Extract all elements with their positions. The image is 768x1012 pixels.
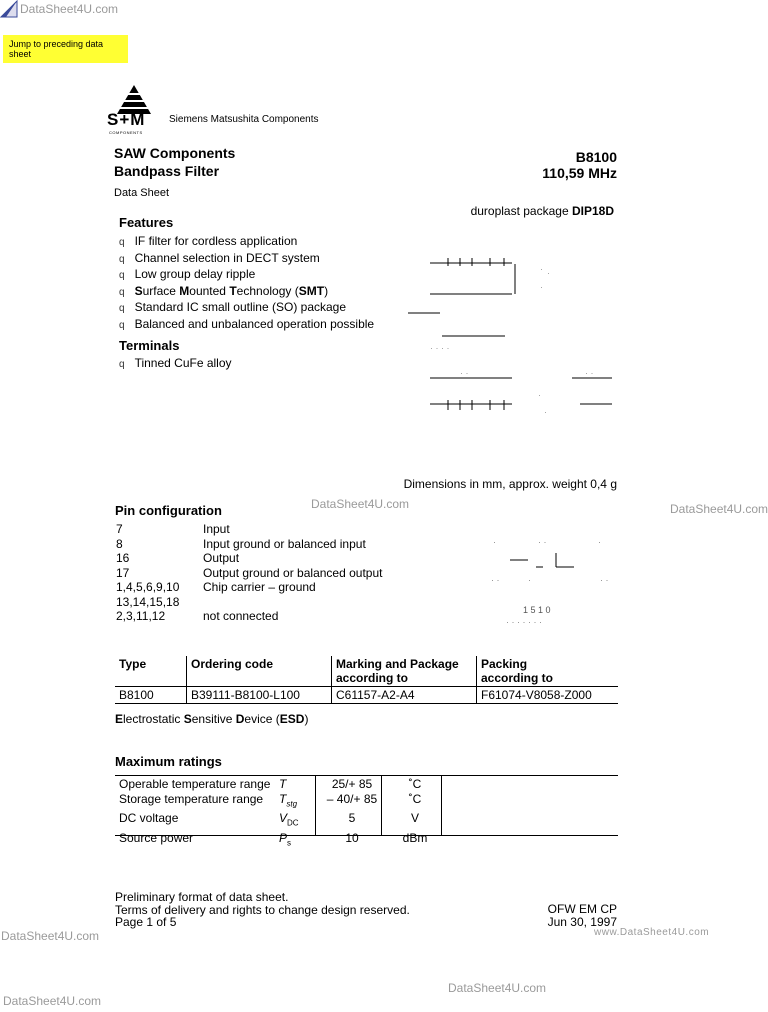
ordering-header-code: Ordering code: [187, 656, 332, 687]
pin-diagram: [488, 535, 613, 630]
svg-text:·: ·: [598, 537, 601, 547]
svg-text:· · · · · · ·: · · · · · · ·: [506, 617, 542, 627]
ordering-cell-type: B8100: [119, 688, 154, 702]
ordering-header-packing: Packing according to: [477, 656, 619, 687]
header-right-1: B8100: [575, 149, 617, 165]
nav-back-icon[interactable]: [0, 0, 18, 18]
feature-item: q Balanced and unbalanced operation possible: [119, 316, 375, 331]
rating-row: Source power $P_s$ 10 dBm: [119, 831, 428, 848]
svg-text:·: ·: [540, 282, 543, 292]
svg-text:·: ·: [544, 407, 547, 417]
svg-text:· · · ·: · · · ·: [430, 343, 450, 353]
watermark-mid-1: DataSheet4U.com: [311, 497, 410, 511]
watermark-footer-left: DataSheet4U.com: [1, 929, 100, 943]
watermark-top: DataSheet4U.com: [20, 2, 119, 16]
svg-text:· ·: · ·: [538, 537, 547, 547]
ordering-table: [115, 656, 618, 704]
ordering-row: [115, 687, 618, 704]
pin-row: 16 Output: [116, 551, 240, 565]
terminal-item: q Tinned CuFe alloy: [119, 356, 232, 370]
pin-config-title: Pin configuration: [115, 503, 222, 518]
feature-item: q IF filter for cordless application: [119, 234, 298, 248]
footer-right: [548, 903, 617, 928]
watermark-footer-right: www.DataSheet4U.com: [594, 927, 710, 938]
header-right-2: 110,59 MHz: [542, 165, 617, 181]
svg-text:·: ·: [540, 264, 543, 274]
terminals-title: Terminals: [119, 338, 180, 353]
svg-text:· ·: · ·: [585, 368, 594, 378]
feature-item: q Low group delay ripple: [119, 267, 256, 281]
pin-row: 8 Input ground or balanced input: [116, 536, 366, 551]
pin-row: 13,14,15,18: [116, 594, 180, 609]
feature-item: q Surface Mounted Technology (SMT): [119, 283, 329, 298]
company-name: Siemens Matsushita Components: [169, 114, 319, 125]
watermark-bottom-mid: DataSheet4U.com: [448, 981, 547, 995]
logo-letters: S+M: [107, 110, 146, 129]
footer-line-2: Terms of delivery and rights to change design reserved.: [115, 902, 410, 917]
feature-item: q Channel selection in DECT system: [119, 250, 320, 265]
ordering-cell-code: B39111-B8100-L100: [187, 687, 332, 704]
svg-text:· ·: · ·: [600, 575, 609, 585]
ordering-cell-marking: C61157-A2-A4: [332, 687, 477, 704]
max-ratings-table: [115, 775, 618, 848]
max-ratings-title: Maximum ratings: [115, 754, 222, 769]
pin-row: 17 Output ground or balanced output: [116, 565, 383, 580]
pin-row: 7 Input: [116, 522, 230, 536]
svg-text:·: ·: [538, 390, 541, 400]
features-list: [119, 234, 374, 333]
package-drawing: [400, 250, 620, 425]
svg-text:·: ·: [528, 575, 531, 585]
footer-dept: OFW EM CP: [547, 902, 617, 916]
ordering-header-row: [115, 656, 618, 687]
svg-text:1 5 1 0: 1 5 1 0: [523, 605, 551, 615]
rating-row: Storage temperature range $T_{stg}$ – 40/+ 85 ˚C: [119, 791, 422, 808]
watermark-mid-2: DataSheet4U.com: [670, 502, 768, 516]
svg-text:·: ·: [547, 268, 550, 278]
features-title: Features: [119, 215, 174, 230]
esd-line: Electrostatic Sensitive Device (ESD): [115, 712, 309, 726]
doc-type: Data Sheet: [114, 187, 170, 199]
footer-line-1: Preliminary format of data sheet.: [115, 890, 289, 904]
watermark-bottom-left: DataSheet4U.com: [3, 994, 102, 1008]
ordering-header-type: Type: [119, 657, 147, 671]
pin-row: 2,3,11,12 not connected: [116, 609, 279, 623]
svg-text:· ·: · ·: [491, 575, 500, 585]
ordering-cell-packing: F61074-V8058-Z000: [477, 687, 619, 704]
dimensions-note: Dimensions in mm, approx. weight 0,4 g: [403, 477, 617, 491]
package-line: duroplast package DIP18D: [470, 204, 614, 218]
header-left-1: SAW Components: [114, 145, 236, 161]
pin-row: 1,4,5,6,9,10 Chip carrier – ground: [116, 580, 316, 594]
rating-row: DC voltage $V_{DC}$ 5 V: [119, 811, 419, 828]
svg-text:·: ·: [493, 537, 496, 547]
header-left-2: Bandpass Filter: [114, 163, 220, 179]
footer-date: Jun 30, 1997: [547, 914, 617, 929]
logo-sub: COMPONENTS: [109, 130, 143, 135]
ordering-header-marking: Marking and Package according to: [332, 656, 477, 687]
jump-preceding-button[interactable]: Jump to preceding data sheet: [3, 35, 128, 63]
footer-page: Page 1 of 5: [115, 915, 177, 929]
svg-text:· ·: · ·: [460, 368, 469, 378]
rating-row: Operable temperature range T 25/+ 85 ˚C: [119, 777, 422, 791]
footer-left: [115, 891, 410, 929]
logo: [107, 84, 162, 140]
feature-item: q Standard IC small outline (SO) package: [119, 300, 347, 314]
pin-config-table: [116, 522, 382, 624]
